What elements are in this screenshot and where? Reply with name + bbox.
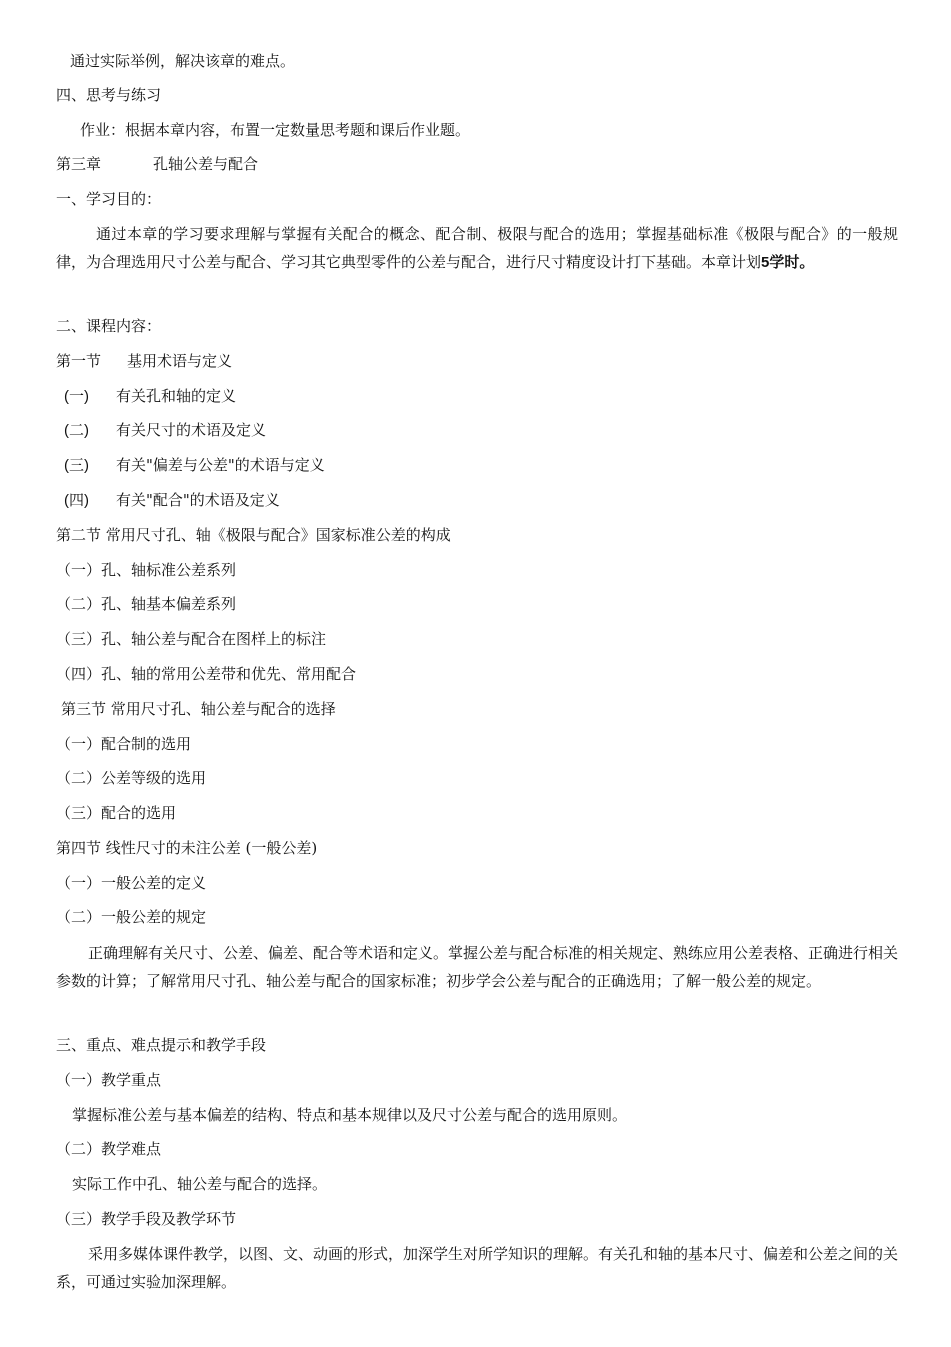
subsection-heading: 第四节 线性尺寸的未注公差 (一般公差) [56,839,318,857]
list-item-text: 有关尺寸的术语及定义 [116,421,267,439]
list-item [64,448,906,483]
list-item [64,483,906,518]
list-item: （二）孔、轴基本偏差系列 [56,595,237,613]
paragraph: 正确理解有关尺寸、公差、偏差、配合等术语和定义。掌握公差与配合标准的相关规定、熟练应用公差表格、正确进行相关参数的计算；了解常用尺寸孔、轴公差与配合的国家标准；初步学会公差与配合的正确选用；了解一般公差的规定。 [56,944,899,990]
subsection-heading [56,344,898,379]
paragraph-text: 通过本章的学习要求理解与掌握有关配合的概念、配合制、极限与配合的选用；掌握基础标准《极限与配合》的一般规律，为合理选用尺寸公差与配合、学习其它典型零件的公差与配合，进行尺寸精度设计打下基础。本章计划 [56,225,898,271]
list-item: （二）一般公差的规定 [56,908,207,926]
subsection-label: 第一节 [56,352,102,370]
list-marker: (四) [64,492,89,509]
list-item: （一）教学重点 [56,1071,162,1089]
list-item: （一）一般公差的定义 [56,874,207,892]
list-item: （三）配合的选用 [56,804,177,822]
section-heading: 一、学习目的： [56,190,162,208]
section-heading: 四、思考与练习 [56,86,162,104]
subsection-heading: 第二节 常用尺寸孔、轴《极限与配合》国家标准公差的构成 [56,526,451,544]
list-item: （二）公差等级的选用 [56,769,207,787]
list-item: （四）孔、轴的常用公差带和优先、常用配合 [56,665,357,683]
list-item-text: 有关"偏差与公差"的术语与定义 [116,456,325,474]
section-heading: 三、重点、难点提示和教学手段 [56,1036,267,1054]
list-marker: (一) [64,388,89,405]
list-item-text: 有关"配合"的术语及定义 [116,491,280,509]
list-item-text: 有关孔和轴的定义 [116,387,237,405]
list-marker: (三) [64,457,89,474]
text-line: 通过实际举例，解决该章的难点。 [70,52,296,70]
list-item: （三）孔、轴公差与配合在图样上的标注 [56,630,327,648]
list-item: （一）配合制的选用 [56,735,192,753]
text-line: 作业：根据本章内容，布置一定数量思考题和课后作业题。 [80,121,471,139]
subsection-title: 基用术语与定义 [127,352,233,370]
chapter-heading [56,147,898,182]
text-line: 掌握标准公差与基本偏差的结构、特点和基本规律以及尺寸公差与配合的选用原则。 [72,1106,628,1124]
subsection-heading: 第三节 常用尺寸孔、轴公差与配合的选择 [61,700,336,718]
list-item: （一）孔、轴标准公差系列 [56,561,237,579]
list-item [64,379,906,414]
paragraph [56,221,898,276]
chapter-title: 孔轴公差与配合 [153,155,259,173]
list-item [64,413,906,448]
section-heading: 二、课程内容： [56,317,162,335]
text-line: 实际工作中孔、轴公差与配合的选择。 [72,1175,328,1193]
chapter-label: 第三章 [56,155,102,173]
list-item: （二）教学难点 [56,1140,162,1158]
list-item: （三）教学手段及教学环节 [56,1210,237,1228]
list-marker: (二) [64,422,89,439]
paragraph-emphasis: 5学时。 [761,253,815,271]
paragraph: 采用多媒体课件教学，以图、文、动画的形式，加深学生对所学知识的理解。有关孔和轴的基本尺寸、偏差和公差之间的关系，可通过实验加深理解。 [56,1245,899,1291]
